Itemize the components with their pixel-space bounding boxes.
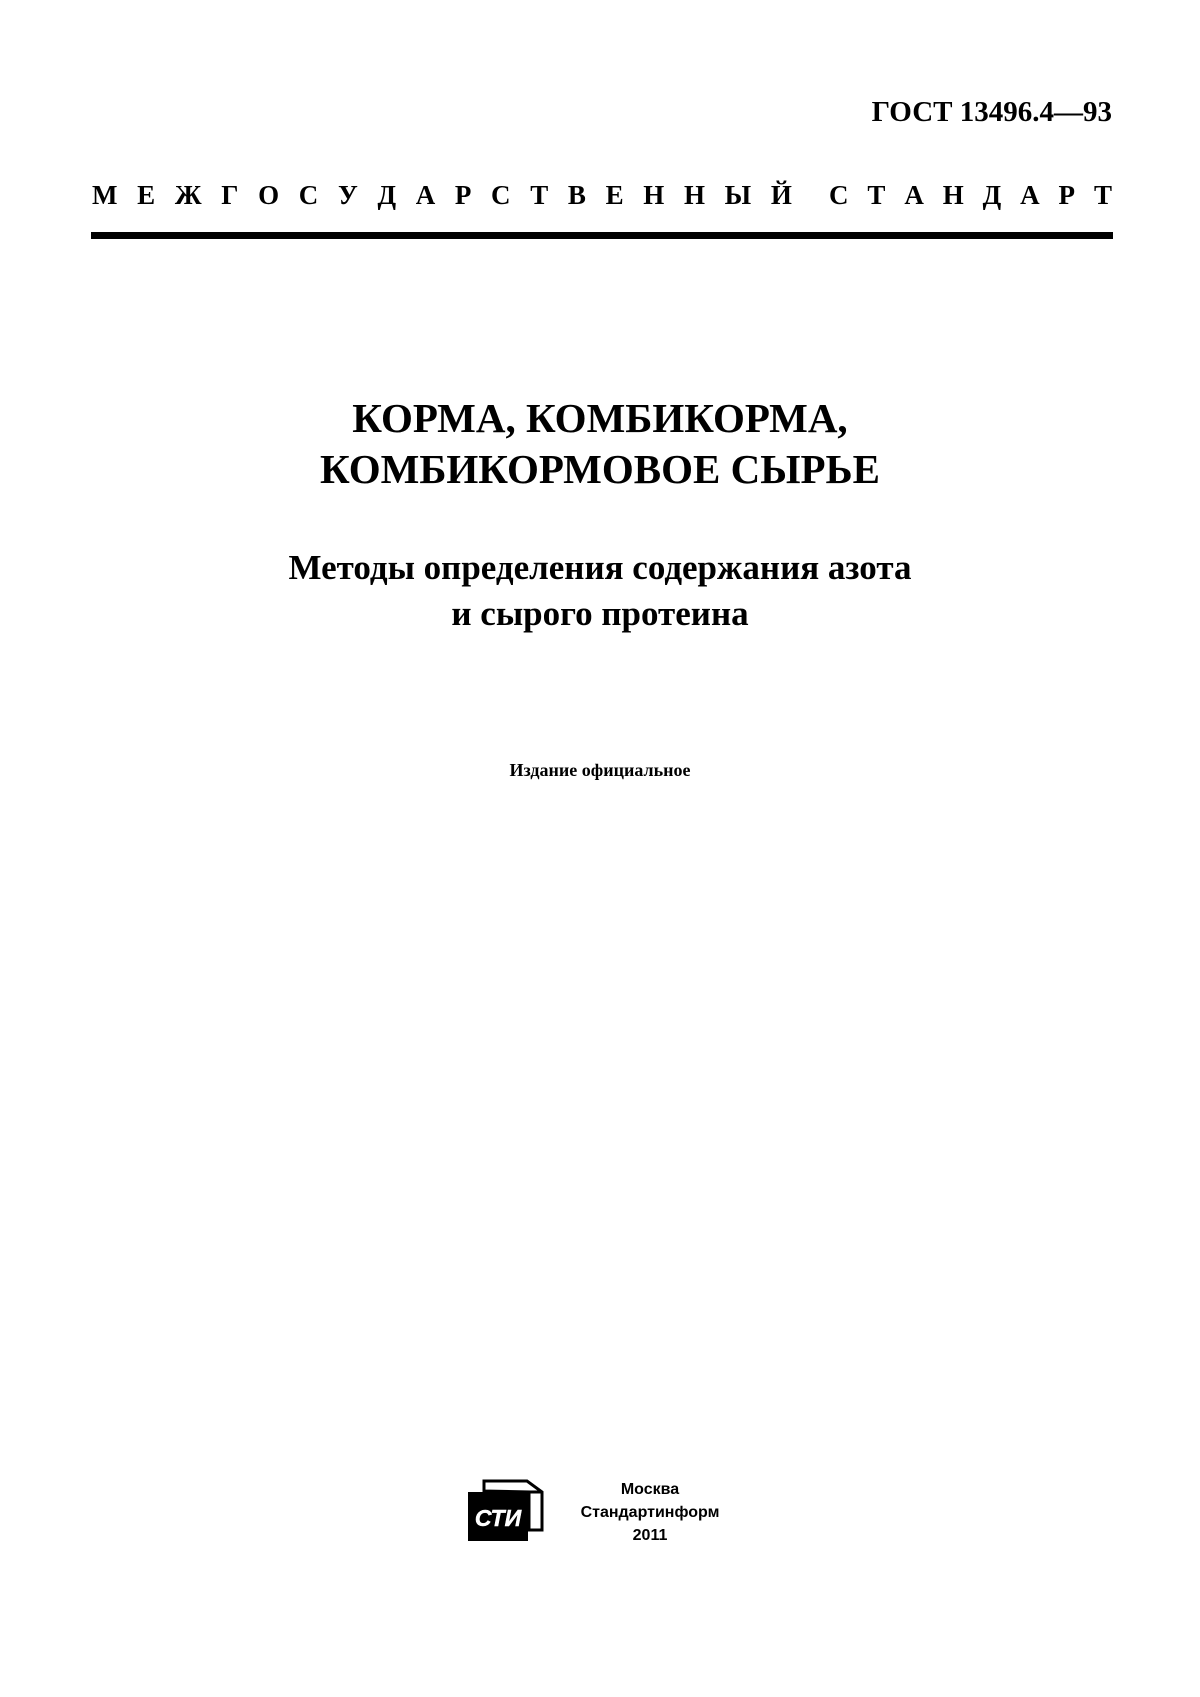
standard-type-letter: Т [1093,180,1112,210]
standard-type-letter: Т [867,180,886,210]
document-subtitle [0,545,1200,637]
header-rule [91,232,1113,239]
standard-type-letter: М [92,180,118,210]
publisher-info [560,1478,740,1547]
standard-type-letter: Д [982,180,1002,210]
publisher-name: Стандартинформ [580,1504,720,1521]
standard-type-letter: С [491,180,511,210]
publication-year: 2011 [632,1527,668,1544]
standard-type-letter: Р [454,180,472,210]
publisher-logo-icon [467,1478,545,1542]
document-title-line: КОМБИКОРМОВОЕ СЫРЬЕ [320,446,880,492]
standard-type-letter: Т [530,180,549,210]
standard-type-letter: Й [770,180,792,210]
standard-type-label [92,180,1112,211]
standard-type-letter: Р [1058,180,1076,210]
standard-type-letter: Н [683,180,705,210]
document-subtitle-line: Методы определения содержания азота [288,548,912,587]
document-title [0,393,1200,495]
standard-type-letter: А [904,180,924,210]
standard-type-letter: А [1020,180,1040,210]
standard-type-word [829,180,1112,211]
standard-type-letter: Н [942,180,964,210]
document-subtitle-line: и сырого протеина [451,594,749,633]
publisher-city: Москва [620,1481,680,1498]
edition-label: Издание официальное [509,760,691,780]
standard-type-letter: Ы [724,180,752,210]
standard-type-letter: Е [137,180,156,210]
standard-type-letter: Г [221,180,239,210]
document-title-line: КОРМА, КОМБИКОРМА, [352,395,848,441]
standard-type-letter: У [337,180,358,210]
document-number: ГОСТ 13496.4—93 [871,96,1112,128]
standard-type-letter: Д [377,180,397,210]
standard-type-letter: С [829,180,849,210]
standard-type-letter: В [567,180,586,210]
standard-type-letter: Ж [174,180,202,210]
standard-type-letter: О [258,180,280,210]
standard-type-letter: Е [605,180,624,210]
standard-type-word [92,180,792,211]
standard-type-letter: А [415,180,436,210]
svg-text:СТИ: СТИ [474,1505,522,1531]
standard-type-letter: Н [643,180,665,210]
standard-type-letter: С [298,180,319,210]
